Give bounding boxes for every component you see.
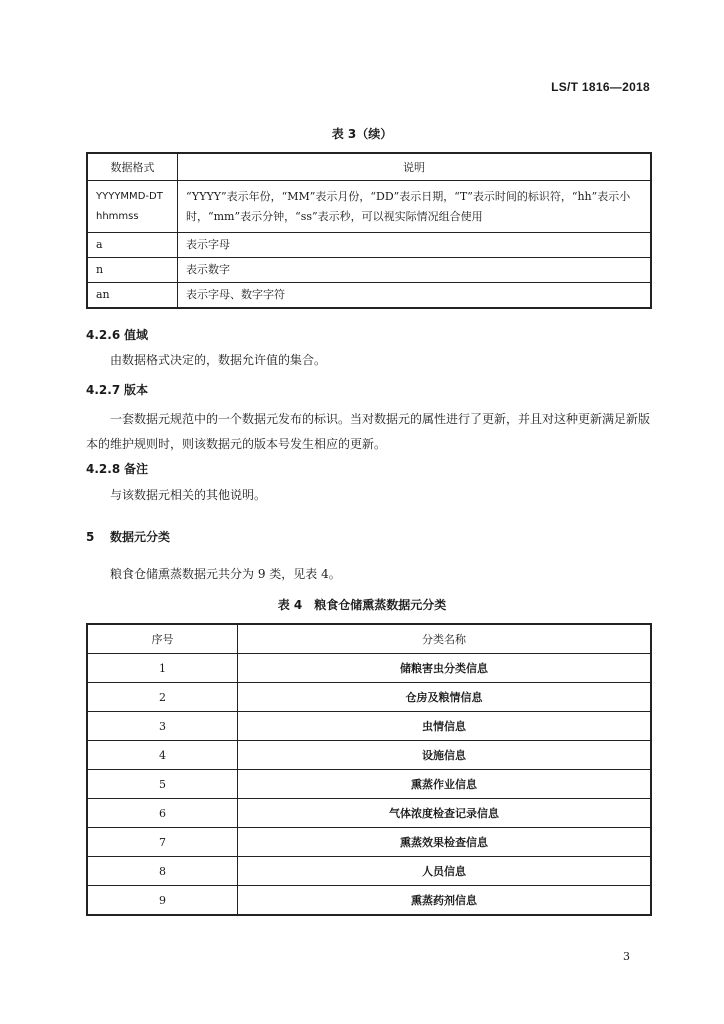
section-5-heading bbox=[86, 528, 170, 545]
table4-seq-cell: 3 bbox=[87, 712, 238, 741]
table4-header-seq: 序号 bbox=[87, 624, 238, 654]
table4-name-cell: 熏蒸作业信息 bbox=[238, 770, 652, 799]
table4-name-cell: 储粮害虫分类信息 bbox=[238, 654, 652, 683]
table3-description-cell: 表示字母 bbox=[178, 233, 652, 258]
table4-name-cell: 熏蒸药剂信息 bbox=[238, 886, 652, 916]
table3 bbox=[86, 152, 652, 309]
table4-seq-cell: 2 bbox=[87, 683, 238, 712]
table3-description-cell: 表示数字 bbox=[178, 258, 652, 283]
table-row bbox=[87, 741, 651, 770]
table4-seq-cell: 4 bbox=[87, 741, 238, 770]
table3-caption: 表 3（续） bbox=[331, 127, 393, 141]
section-4-2-8-text: 与该数据元相关的其他说明。 bbox=[110, 488, 267, 502]
table4-name-cell: 仓房及粮情信息 bbox=[238, 683, 652, 712]
section-4-2-6-heading bbox=[86, 326, 148, 343]
section-4-2-7-heading bbox=[86, 381, 148, 398]
table3-description-cell: “YYYY”表示年份，“MM”表示月份，“DD”表示日期，“T”表示时间的标识符，“hh”表示小时，“mm”表示分钟，“ss”表示秒，可以视实际情况组合使用 bbox=[178, 181, 652, 233]
table4-seq-cell: 7 bbox=[87, 828, 238, 857]
table4-header-row bbox=[87, 624, 651, 654]
section-number: 4.2.8 bbox=[86, 462, 121, 476]
table3-header-format: 数据格式 bbox=[87, 153, 178, 181]
table-row bbox=[87, 828, 651, 857]
table4-name-cell: 人员信息 bbox=[238, 857, 652, 886]
table4-name-cell: 虫情信息 bbox=[238, 712, 652, 741]
table3-format-cell: n bbox=[87, 258, 178, 283]
table-row bbox=[87, 712, 651, 741]
table3-format-cell: YYYYMMD-DThhmmss bbox=[87, 181, 178, 233]
table-row bbox=[87, 258, 651, 283]
section-title: 备注 bbox=[124, 462, 149, 476]
table-row bbox=[87, 770, 651, 799]
table4-caption: 表 4 粮食仓储熏蒸数据元分类 bbox=[277, 598, 447, 612]
table-row bbox=[87, 857, 651, 886]
document-code: LS/T 1816—2018 bbox=[551, 80, 650, 94]
section-title: 版本 bbox=[124, 383, 149, 397]
table3-header-row bbox=[87, 153, 651, 181]
table4-seq-cell: 5 bbox=[87, 770, 238, 799]
table4-seq-cell: 6 bbox=[87, 799, 238, 828]
table4-seq-cell: 9 bbox=[87, 886, 238, 916]
section-5-text: 粮食仓储熏蒸数据元共分为 9 类，见表 4。 bbox=[110, 567, 341, 581]
section-number: 5 bbox=[86, 530, 95, 544]
table-row bbox=[87, 233, 651, 258]
table4-name-cell: 气体浓度检查记录信息 bbox=[238, 799, 652, 828]
section-number: 4.2.7 bbox=[86, 383, 121, 397]
table-row bbox=[87, 283, 651, 309]
section-4-2-8-heading bbox=[86, 460, 148, 477]
table4-seq-cell: 8 bbox=[87, 857, 238, 886]
table3-format-cell: an bbox=[87, 283, 178, 309]
table4-name-cell: 熏蒸效果检查信息 bbox=[238, 828, 652, 857]
table4 bbox=[86, 623, 652, 916]
table4-seq-cell: 1 bbox=[87, 654, 238, 683]
section-title: 值域 bbox=[124, 328, 149, 342]
table-row bbox=[87, 181, 651, 233]
table-row bbox=[87, 683, 651, 712]
table3-header-description: 说明 bbox=[178, 153, 652, 181]
page-number: 3 bbox=[623, 950, 630, 963]
table-row bbox=[87, 799, 651, 828]
section-4-2-6-text: 由数据格式决定的，数据允许值的集合。 bbox=[110, 353, 327, 367]
table4-name-cell: 设施信息 bbox=[238, 741, 652, 770]
table3-description-cell: 表示字母、数字字符 bbox=[178, 283, 652, 309]
table-row bbox=[87, 886, 651, 916]
table4-header-name: 分类名称 bbox=[238, 624, 652, 654]
table-row bbox=[87, 654, 651, 683]
section-number: 4.2.6 bbox=[86, 328, 121, 342]
table3-format-cell: a bbox=[87, 233, 178, 258]
section-4-2-7-text: 一套数据元规范中的一个数据元发布的标识。当对数据元的属性进行了更新，并且对这种更新满足新版本的维护规则时，则该数据元的版本号发生相应的更新。 bbox=[86, 412, 651, 451]
section-title: 数据元分类 bbox=[110, 530, 171, 544]
